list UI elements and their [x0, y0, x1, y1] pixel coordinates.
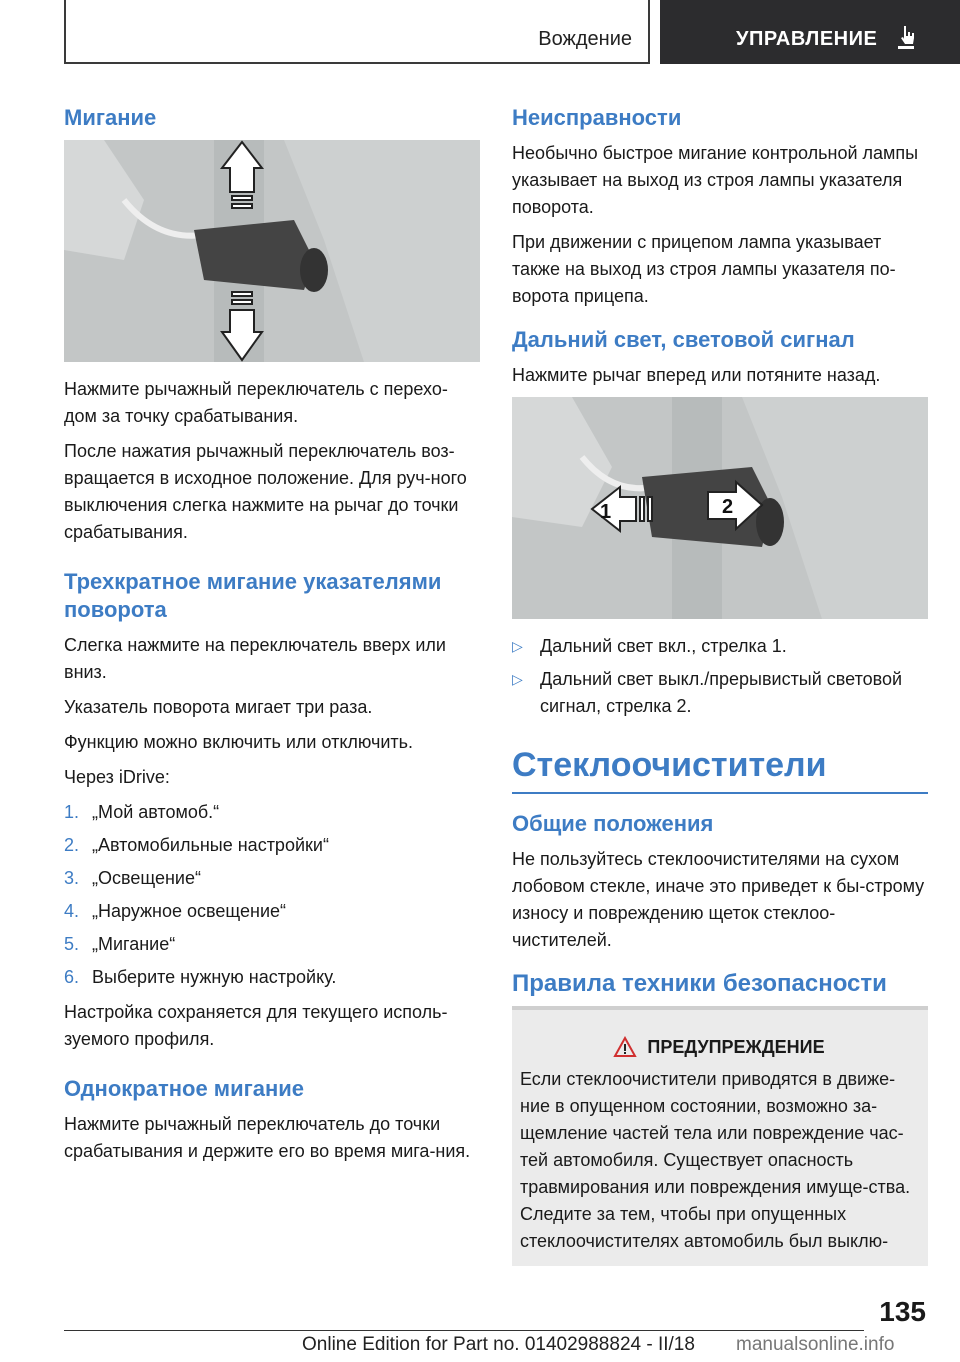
list-item	[512, 666, 928, 720]
paragraph-high-beam: Нажмите рычаг вперед или потяните назад.	[512, 365, 881, 385]
paragraph-triple-2: Указатель поворота мигает три раза.	[64, 697, 373, 717]
step-number: 3.	[64, 868, 80, 888]
heading-blinking: Мигание	[64, 105, 157, 130]
high-beam-bullet-list	[512, 633, 928, 720]
step-text: „Освещение“	[92, 868, 201, 888]
heading-safety: Правила техники безопасности	[512, 970, 887, 997]
paragraph-fault-1: Необычно быстрое мигание контрольной лампы указывает на выход из строя лампы указателя поворота.	[512, 143, 919, 217]
warning-text: Если стеклоочистители приводятся в движе-ние в опущенном состоянии, возможно за-щемление частей тела или повреждение час-тей автомобиля. Существует опасность травмирования или повреждения имуще-ства. Следите за тем, чтобы при опущенных стеклоочистителях автомобиль был выклю-	[520, 1069, 911, 1251]
paragraph-blink-2: После нажатия рычажный переключатель воз-вращается в исходное положение. Для руч-ного выключения слегка нажмите на рычаг до точки срабатывания.	[64, 441, 467, 542]
triangle-bullet-icon: ▷	[512, 671, 523, 687]
step-text: „Мигание“	[92, 934, 176, 954]
header-chapter-tab	[660, 0, 960, 64]
triangle-bullet-icon: ▷	[512, 638, 523, 654]
paragraph-blink-1: Нажмите рычажный переключатель с перехо-дом за точку срабатывания.	[64, 379, 448, 426]
list-item	[64, 799, 480, 826]
heading-high-beam: Дальний свет, световой сигнал	[512, 327, 855, 352]
step-text: „Наружное освещение“	[92, 901, 287, 921]
bullet-text: Дальний свет выкл./прерывистый световой сигнал, стрелка 2.	[540, 669, 903, 716]
step-text: Выберите нужную настройку.	[92, 967, 337, 987]
steering-hand-icon	[896, 24, 918, 50]
left-column	[64, 104, 480, 1173]
warning-triangle-icon	[613, 1036, 637, 1058]
list-item	[64, 931, 480, 958]
list-item	[512, 633, 928, 660]
step-text: „Автомобильные настройки“	[92, 835, 329, 855]
list-item	[64, 832, 480, 859]
paragraph-saved: Настройка сохраняется для текущего исполь-зуемого профиля.	[64, 1002, 448, 1049]
warning-box	[512, 1006, 928, 1266]
footer-divider	[64, 1330, 864, 1331]
lever-updown-illustration	[64, 140, 480, 362]
paragraph-single: Нажмите рычажный переключатель до точки срабатывания и держите его во время мига-ния.	[64, 1114, 471, 1161]
paragraph-triple-3: Функцию можно включить или отключить.	[64, 732, 414, 752]
section-divider	[512, 792, 928, 794]
right-column	[512, 104, 928, 1266]
header-section-label: Вождение	[538, 28, 632, 50]
warning-title-text: ПРЕДУПРЕЖДЕНИЕ	[647, 1036, 825, 1057]
step-number: 1.	[64, 802, 80, 822]
step-number: 4.	[64, 901, 80, 921]
lever-push-pull-illustration	[512, 397, 928, 619]
header-chapter-label: УПРАВЛЕНИЕ	[736, 28, 878, 50]
bullet-text: Дальний свет вкл., стрелка 1.	[540, 636, 787, 656]
heading-wipers: Стеклоочистители	[512, 746, 827, 784]
arrow-label-1: 1	[600, 501, 612, 523]
warning-title	[520, 1036, 918, 1058]
heading-triple-blink: Трехкратное мигание указателями поворота	[64, 569, 442, 622]
footer-watermark: manualsonline.info	[736, 1334, 895, 1355]
heading-faults: Неисправности	[512, 105, 682, 130]
list-item	[64, 898, 480, 925]
step-number: 6.	[64, 967, 80, 987]
paragraph-fault-2: При движении с прицепом лампа указывает также на выход из строя лампы указателя по-ворота прицепа.	[512, 232, 896, 306]
header-section-tab	[64, 0, 650, 64]
footer-edition: Online Edition for Part no. 01402988824 - II/18	[302, 1334, 695, 1355]
page-number: 135	[879, 1296, 926, 1327]
step-number: 5.	[64, 934, 80, 954]
heading-general: Общие положения	[512, 811, 714, 836]
step-number: 2.	[64, 835, 80, 855]
arrow-label-2: 2	[722, 496, 734, 518]
list-item	[64, 865, 480, 892]
step-text: „Мой автомоб.“	[92, 802, 220, 822]
paragraph-general: Не пользуйтесь стеклоочистителями на сухом лобовом стекле, иначе это приведет к бы-строму износу и повреждению щеток стеклоо-чистителей.	[512, 849, 925, 950]
paragraph-triple-4: Через iDrive:	[64, 767, 170, 787]
paragraph-triple-1: Слегка нажмите на переключатель вверх или вниз.	[64, 635, 446, 682]
idrive-steps-list	[64, 799, 480, 991]
list-item	[64, 964, 480, 991]
heading-single-blink: Однократное мигание	[64, 1076, 305, 1101]
